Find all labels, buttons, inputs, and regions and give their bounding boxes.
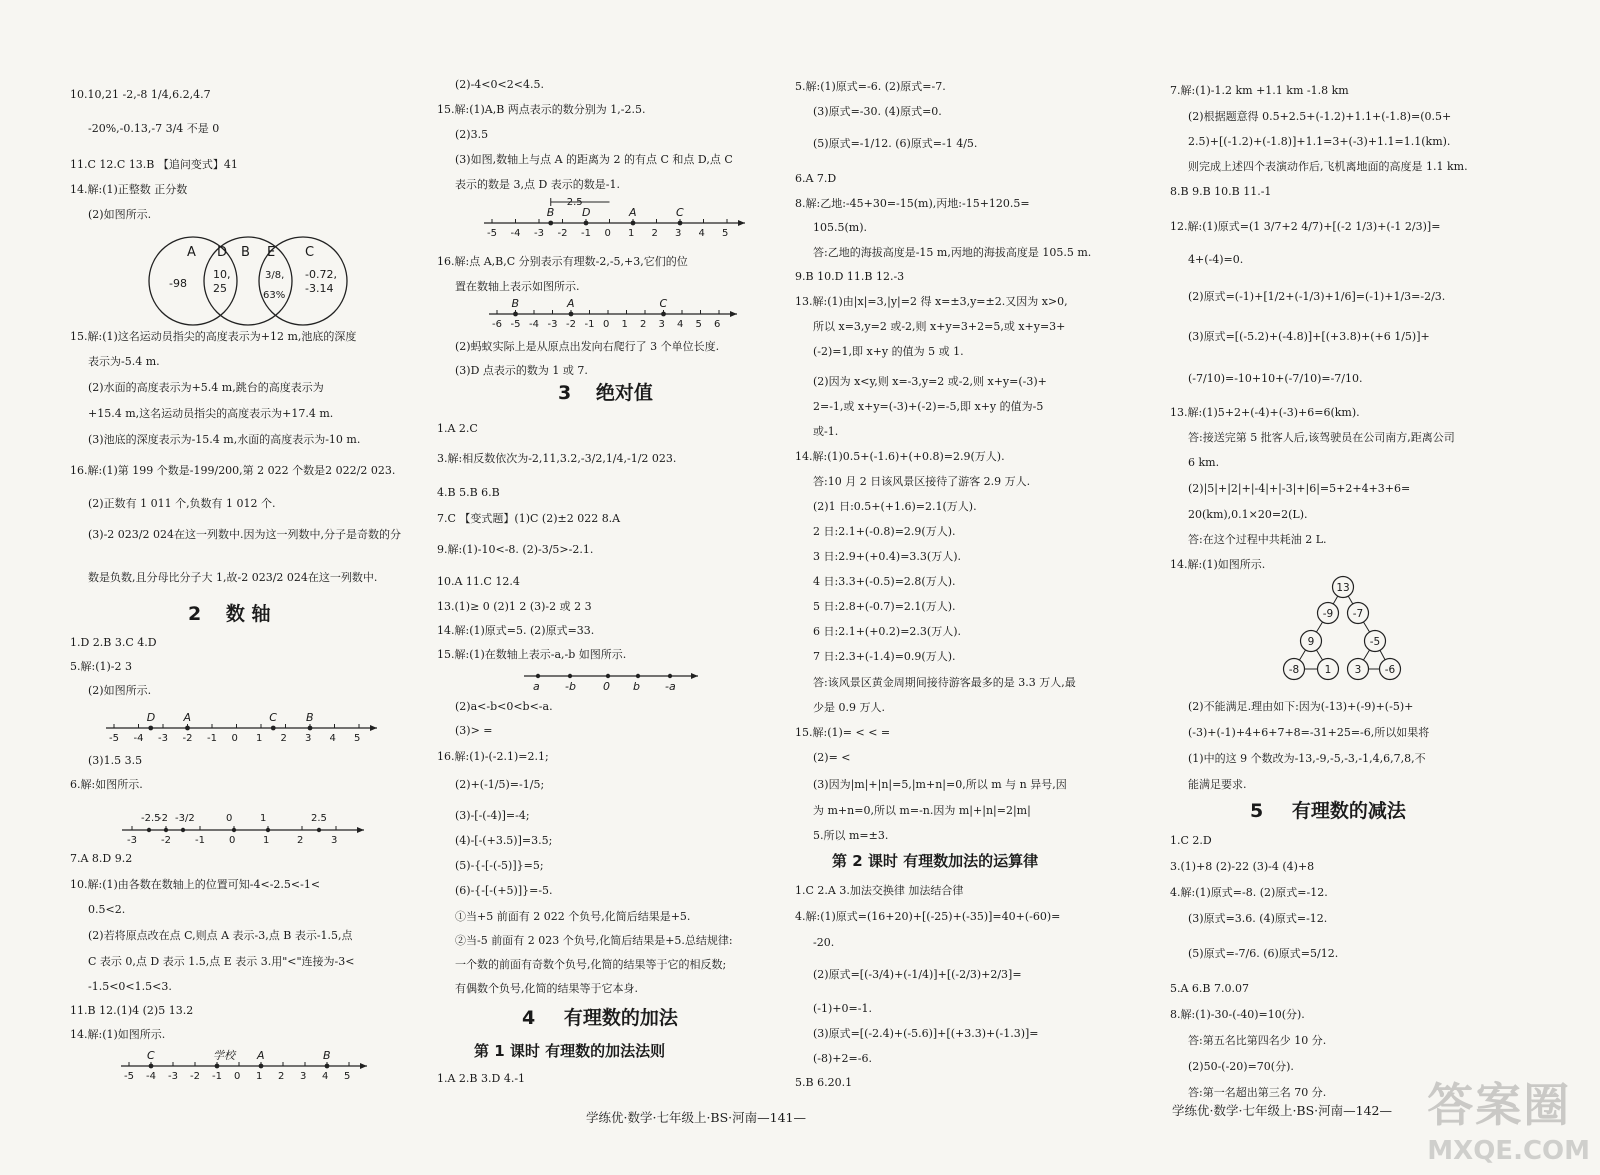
- point-dot: [668, 674, 672, 678]
- tick-label: 6: [714, 319, 721, 330]
- answer-line: 6 km.: [1188, 456, 1220, 469]
- tick-label: -2: [557, 228, 568, 239]
- point-dot: [661, 312, 666, 317]
- tick-label: 2: [278, 1071, 285, 1082]
- answer-line: (2)若将原点改在点 C,则点 A 表示-3,点 B 表示-1.5,点: [88, 929, 353, 942]
- answer-line: 2=-1,或 x+y=(-3)+(-2)=-5,即 x+y 的值为-5: [813, 400, 1044, 413]
- answer-line: 2.5)+[(-1.2)+(-1.8)]+1.1=3+(-3)+1.1=1.1(km).: [1188, 135, 1451, 148]
- point-dot: [149, 1064, 154, 1069]
- tick-label: 2: [651, 228, 658, 239]
- answer-line: (2)3.5: [455, 128, 489, 141]
- answer-line: 6.解:如图所示.: [70, 778, 143, 791]
- tick-label: -4: [146, 1071, 156, 1082]
- watermark: [1427, 1077, 1590, 1167]
- tick-label: -2: [190, 1071, 200, 1082]
- point-label: a: [533, 680, 540, 693]
- venn-label-c: C: [305, 245, 315, 260]
- tick-label: 4: [329, 733, 336, 744]
- tick-label: -4: [510, 228, 521, 239]
- answer-line: 10.解:(1)由各数在数轴上的位置可知-4<-2.5<-1<: [70, 878, 321, 891]
- answer-line: (2)50-(-20)=70(分).: [1188, 1060, 1294, 1073]
- answer-line: 1.A 2.C: [437, 422, 478, 435]
- venn-label-b: B: [241, 245, 250, 260]
- tick-label: 3: [675, 228, 682, 239]
- point-label: 学校: [213, 1049, 235, 1062]
- answer-line: (2)a<-b<0<b<-a.: [455, 700, 553, 713]
- answer-line: (2)根据题意得 0.5+2.5+(-1.2)+1.1+(-1.8)=(0.5+: [1188, 110, 1452, 123]
- answer-line: (-1)+0=-1.: [813, 1002, 872, 1015]
- tick-label: -1: [581, 228, 591, 239]
- number-line-16: [485, 290, 745, 330]
- answer-line: (3)如图,数轴上与点 A 的距离为 2 的有点 C 和点 D,点 C: [455, 153, 733, 166]
- point-dot: [148, 726, 153, 731]
- tick-label: -1: [212, 1071, 222, 1082]
- answer-line: 数是负数,且分母比分子大 1,故-2 023/2 024在这一列数中.: [88, 571, 378, 584]
- venn-c-value-1: -0.72,: [305, 268, 337, 281]
- answer-line: 或-1.: [813, 425, 839, 438]
- answer-line: 答:接送完第 5 批客人后,该驾驶员在公司南方,距离公司: [1188, 431, 1455, 444]
- watermark-text: 答案圈: [1427, 1078, 1572, 1132]
- point-label: -b: [565, 680, 576, 693]
- node-value: 13: [1336, 582, 1350, 594]
- tick-label: 2: [280, 733, 287, 744]
- answer-line: (2)水面的高度表示为+5.4 m,跳台的高度表示为: [88, 381, 324, 394]
- point-label: A: [629, 206, 637, 219]
- answer-line: 0.5<2.: [88, 903, 126, 916]
- tick-label: 5: [695, 319, 702, 330]
- answer-line: -20.: [813, 936, 835, 949]
- answer-line: (2)蚂蚁实际上是从原点出发向右爬行了 3 个单位长度.: [455, 340, 720, 353]
- answer-line: (2)= <: [813, 751, 851, 764]
- point-label: -2: [158, 813, 168, 824]
- tick-label: 0: [603, 319, 610, 330]
- answer-line: 14.解:(1)如图所示.: [1170, 558, 1266, 571]
- answer-line: 15.解:(1)这名运动员指尖的高度表示为+12 m,池底的深度: [70, 330, 357, 343]
- answer-line: 13.(1)≥ 0 (2)1 2 (3)-2 或 2 3: [437, 600, 592, 613]
- tick-label: -2: [566, 319, 576, 330]
- answer-line: 8.解:乙地:-45+30=-15(m),丙地:-15+120.5=: [795, 197, 1030, 210]
- node-value: 1: [1324, 664, 1332, 676]
- tick-label: 1: [256, 733, 263, 744]
- answer-line: (2)原式=[(-3/4)+(-1/4)]+[(-2/3)+2/3]=: [813, 968, 1022, 981]
- answer-line: (2)1 日:0.5+(+1.6)=2.1(万人).: [813, 500, 977, 513]
- answer-line: 表示为-5.4 m.: [88, 355, 160, 368]
- answer-line: ②当-5 前面有 2 023 个负号,化简后结果是+5.总结规律:: [455, 934, 733, 947]
- answer-line: (3)> =: [455, 724, 493, 737]
- answer-line: (2)如图所示.: [88, 208, 152, 221]
- answer-line: 7.解:(1)-1.2 km +1.1 km -1.8 km: [1170, 84, 1349, 97]
- point-label: B: [306, 711, 314, 724]
- watermark-url: MXQE.COM: [1427, 1135, 1590, 1166]
- node-value: -9: [1322, 608, 1334, 620]
- answer-line: 能满足要求.: [1188, 778, 1247, 791]
- answer-line: (4)-[-(+3.5)]=3.5;: [455, 834, 553, 847]
- answer-line: 2 日:2.1+(-0.8)=2.9(万人).: [813, 525, 956, 538]
- answer-line: 14.解:(1)0.5+(-1.6)+(+0.8)=2.9(万人).: [795, 450, 1005, 463]
- answer-line: (2)原式=(-1)+[1/2+(-1/3)+1/6]=(-1)+1/3=-2/3.: [1188, 290, 1446, 303]
- answer-line: 15.解:(1)A,B 两点表示的数分别为 1,-2.5.: [437, 103, 646, 116]
- tick-label: 0: [604, 228, 611, 239]
- point-label: C: [659, 297, 668, 310]
- node-value: -8: [1288, 664, 1300, 676]
- point-label: A: [567, 297, 575, 310]
- answer-line: 4.B 5.B 6.B: [437, 486, 500, 499]
- answer-line: 有偶数个负号,化简的结果等于它本身.: [455, 982, 638, 995]
- answer-line: -20%,-0.13,-7 3/4 不是 0: [88, 122, 220, 135]
- section-2-heading: [188, 603, 270, 627]
- axis-arrow: [738, 220, 745, 226]
- answer-line: 10.A 11.C 12.4: [437, 575, 520, 588]
- answer-line: (5)-{-[-(-5)]}=5;: [455, 859, 544, 872]
- answer-line: (3)D 点表示的数为 1 或 7.: [455, 364, 588, 377]
- answer-line: (5)原式=-7/6. (6)原式=5/12.: [1188, 947, 1339, 960]
- point-dot: [631, 221, 636, 226]
- answer-line: 8.解:(1)-30-(-40)=10(分).: [1170, 1008, 1305, 1021]
- answer-line: 9.解:(1)-10<-8. (2)-3/5>-2.1.: [437, 543, 594, 556]
- number-line-15b: [520, 664, 710, 696]
- point-dot: [606, 674, 610, 678]
- point-dot: [266, 828, 270, 832]
- tick-label: 4: [698, 228, 705, 239]
- tick-label: -4: [133, 733, 144, 744]
- answer-line: (2)|5|+|2|+|-4|+|-3|+|6|=5+2+4+3+6=: [1188, 482, 1411, 495]
- point-dot: [584, 221, 589, 226]
- node-value: 9: [1307, 636, 1315, 648]
- answer-line: 14.解:(1)如图所示.: [70, 1028, 166, 1041]
- point-dot: [215, 1064, 220, 1069]
- node-value: -5: [1369, 636, 1381, 648]
- dimension-label: 2.5: [566, 197, 583, 208]
- answer-line: 3.解:相反数依次为-2,11,3.2,-3/2,1/4,-1/2 023.: [437, 452, 677, 465]
- footer-right: 学练优·数学·七年级上·BS·河南—142—: [1172, 1103, 1393, 1118]
- tick-label: 0: [234, 1071, 241, 1082]
- venn-label-e: E: [267, 245, 276, 260]
- answer-line: 20(km),0.1×20=2(L).: [1188, 508, 1308, 521]
- point-label: D: [582, 206, 591, 219]
- answer-line: (-2)=1,即 x+y 的值为 5 或 1.: [813, 345, 964, 358]
- point-dot: [569, 312, 574, 317]
- answer-line: (2)如图所示.: [88, 684, 152, 697]
- answer-line: 15.解:(1)在数轴上表示-a,-b 如图所示.: [437, 648, 627, 661]
- axis-arrow: [360, 1063, 367, 1069]
- tick-label: -3: [158, 733, 168, 744]
- number-line-5: [100, 706, 390, 746]
- point-label: 0: [603, 680, 610, 693]
- answer-line: 9.B 10.D 11.B 12.-3: [795, 270, 905, 283]
- answer-line: 答:第一名超出第三名 70 分.: [1188, 1086, 1327, 1099]
- answer-line: 答:乙地的海拔高度是-15 m,丙地的海拔高度是 105.5 m.: [813, 246, 1092, 259]
- tick-label: 1: [628, 228, 635, 239]
- point-label: -a: [665, 680, 676, 693]
- answer-line: (3)因为|m|+|n|=5,|m+n|=0,所以 m 与 n 异号,因: [813, 778, 1067, 791]
- answer-line: (3)-[-(-4)]=-4;: [455, 809, 530, 822]
- answer-line: 1.A 2.B 3.D 4.-1: [437, 1072, 526, 1085]
- tick-label: 3: [305, 733, 312, 744]
- tick-label: -5: [487, 228, 497, 239]
- answer-line: 4 日:3.3+(-0.5)=2.8(万人).: [813, 575, 956, 588]
- answer-line: 14.解:(1)正整数 正分数: [70, 183, 188, 196]
- answer-line: (2)-4<0<2<4.5.: [455, 78, 544, 91]
- section-title: 有理数的减法: [1291, 800, 1406, 822]
- answer-line: (-3)+(-1)+4+6+7+8=-31+25=-6,所以如果将: [1188, 726, 1430, 739]
- tick-label: -1: [195, 835, 205, 846]
- answer-line: 6.A 7.D: [795, 172, 837, 185]
- tick-label: 5: [722, 228, 729, 239]
- answer-line: -1.5<0<1.5<3.: [88, 980, 172, 993]
- lesson-2-heading: 第 2 课时 有理数加法的运算律: [832, 852, 1039, 870]
- venn-label-a: A: [187, 245, 196, 260]
- section-number: 3: [558, 382, 572, 404]
- answer-line: (3)原式=[(-2.4)+(-5.6)]+[(+3.3)+(-1.3)]=: [813, 1027, 1039, 1040]
- answer-line: (3)1.5 3.5: [88, 754, 143, 767]
- venn-c-value-2: -3.14: [305, 282, 334, 295]
- point-dot: [536, 674, 540, 678]
- answer-line: 3.(1)+8 (2)-22 (3)-4 (4)+8: [1170, 860, 1315, 873]
- point-dot: [271, 726, 276, 731]
- tick-label: 1: [621, 319, 628, 330]
- point-label: B: [511, 297, 520, 310]
- tick-label: -3: [168, 1071, 178, 1082]
- answer-line: (2)不能满足.理由如下:因为(-13)+(-9)+(-5)+: [1188, 700, 1414, 713]
- number-line-15: [480, 195, 750, 240]
- point-dot: [259, 1064, 264, 1069]
- point-dot: [548, 221, 553, 226]
- tick-label: -2: [182, 733, 193, 744]
- answer-line: 5.解:(1)-2 3: [70, 660, 132, 673]
- section-5-heading: [1250, 800, 1406, 824]
- answer-line: 11.C 12.C 13.B 【追问变式】41: [70, 158, 238, 171]
- answer-line: C 表示 0,点 D 表示 1.5,点 E 表示 3.用"<"连接为-3<: [88, 955, 355, 968]
- answer-line: 1.C 2.A 3.加法交换律 加法结合律: [795, 884, 964, 897]
- tick-label: 1: [263, 835, 270, 846]
- tick-label: -4: [529, 319, 539, 330]
- answer-line: 16.解:(1)-(-2.1)=2.1;: [437, 750, 549, 763]
- answer-line: 4+(-4)=0.: [1188, 253, 1244, 266]
- tick-label: 5: [344, 1071, 351, 1082]
- answer-line: (3)原式=-30. (4)原式=0.: [813, 105, 942, 118]
- answer-line: (3)-2 023/2 024在这一列数中.因为这一列数中,分子是奇数的分: [88, 528, 401, 541]
- section-number: 4: [522, 1007, 536, 1029]
- tick-label: -1: [584, 319, 595, 330]
- point-label: B: [323, 1049, 331, 1062]
- tick-label: 3: [658, 319, 665, 330]
- answer-line: 13.解:(1)5+2+(-4)+(-3)+6=6(km).: [1170, 406, 1360, 419]
- venn-e-value-1: 3/8,: [265, 270, 285, 281]
- point-label: B: [546, 206, 555, 219]
- answer-line: 3 日:2.9+(+0.4)=3.3(万人).: [813, 550, 961, 563]
- tick-label: -1: [207, 733, 217, 744]
- axis-arrow: [370, 725, 377, 731]
- answer-line: 为 m+n=0,所以 m=-n.因为 m|+|n|=2|m|: [813, 804, 1031, 817]
- axis-arrow: [691, 673, 698, 679]
- answer-line: (-7/10)=-10+10+(-7/10)=-7/10.: [1188, 372, 1363, 385]
- answer-line: (3)原式=3.6. (4)原式=-12.: [1188, 912, 1328, 925]
- point-label: A: [183, 711, 192, 724]
- answer-line: 15.解:(1)= < < =: [795, 726, 891, 739]
- tick-label: 4: [322, 1071, 329, 1082]
- point-dot: [147, 828, 151, 832]
- node-value: 3: [1354, 664, 1362, 676]
- axis-arrow: [357, 827, 364, 833]
- answer-line: 6 日:2.1+(+0.2)=2.3(万人).: [813, 625, 961, 638]
- answer-line: 答:10 月 2 日该风景区接待了游客 2.9 万人.: [813, 475, 1031, 488]
- section-4-heading: [522, 1007, 678, 1031]
- answer-line: 一个数的前面有奇数个负号,化简的结果等于它的相反数;: [455, 958, 727, 971]
- tick-label: 0: [229, 835, 236, 846]
- number-line-14: [115, 1046, 375, 1086]
- tick-label: -3: [127, 835, 137, 846]
- point-dot: [678, 221, 683, 226]
- venn-label-d: D: [217, 245, 228, 260]
- answer-line: (2)正数有 1 011 个,负数有 1 012 个.: [88, 497, 276, 510]
- answer-line: +15.4 m,这名运动员指尖的高度表示为+17.4 m.: [88, 407, 334, 420]
- tick-label: -5: [109, 733, 119, 744]
- section-number: 5: [1250, 800, 1264, 822]
- tick-label: 4: [677, 319, 684, 330]
- answer-line: 5.B 6.20.1: [795, 1076, 853, 1089]
- tick-label: 3: [331, 835, 338, 846]
- answer-line: 5.A 6.B 7.0.07: [1170, 982, 1249, 995]
- answer-line: 16.解:(1)第 199 个数是-199/200,第 2 022 个数是2 022/2 023.: [70, 464, 396, 477]
- answer-line: 5.解:(1)原式=-6. (2)原式=-7.: [795, 80, 946, 93]
- point-dot: [232, 828, 236, 832]
- point-label: b: [633, 680, 640, 693]
- tick-label: 5: [354, 733, 361, 744]
- answer-line: 表示的数是 3,点 D 表示的数是-1.: [455, 178, 621, 191]
- answer-line: 置在数轴上表示如图所示.: [455, 280, 580, 293]
- answer-line: (2)因为 x<y,则 x=-3,y=2 或-2,则 x+y=(-3)+: [813, 375, 1047, 388]
- tick-label: 3: [300, 1071, 307, 1082]
- answer-line: 5.所以 m=±3.: [813, 829, 889, 842]
- venn-d-value-2: 25: [213, 282, 227, 295]
- answer-line: 7.C 【变式题】(1)C (2)±2 022 8.A: [437, 512, 621, 525]
- section-title: 数 轴: [225, 603, 271, 625]
- lesson-1-heading: 第 1 课时 有理数的加法法则: [474, 1042, 666, 1060]
- venn-e-value-2: 63%: [263, 290, 286, 301]
- answer-line: (1)中的这 9 个数改为-13,-9,-5,-3,-1,4,6,7,8,不: [1188, 752, 1426, 765]
- triangle-circle-diagram: [1278, 575, 1408, 690]
- point-dot: [325, 1064, 330, 1069]
- tick-label: -5: [510, 319, 521, 330]
- answer-line: 答:在这个过程中共耗油 2 L.: [1188, 533, 1327, 546]
- point-dot: [513, 312, 518, 317]
- axis-arrow: [730, 311, 737, 317]
- venn-a-value: -98: [169, 277, 187, 290]
- answer-line: 7.A 8.D 9.2: [70, 852, 133, 865]
- answer-line: 5 日:2.8+(-0.7)=2.1(万人).: [813, 600, 956, 613]
- number-line-6: [110, 798, 380, 848]
- section-title: 有理数的加法: [563, 1007, 678, 1029]
- point-label: C: [269, 711, 277, 724]
- point-dot: [181, 828, 185, 832]
- answer-line: 7 日:2.3+(-1.4)=0.9(万人).: [813, 650, 956, 663]
- node-value: -7: [1352, 608, 1364, 620]
- tick-label: 2: [640, 319, 647, 330]
- answer-line: (3)池底的深度表示为-15.4 m,水面的高度表示为-10 m.: [88, 433, 361, 446]
- answer-line: 所以 x=3,y=2 或-2,则 x+y=3+2=5,或 x+y=3+: [813, 320, 1066, 333]
- section-title: 绝对值: [595, 382, 653, 404]
- point-dot: [568, 674, 572, 678]
- tick-label: -6: [492, 319, 502, 330]
- footer-left: 学练优·数学·七年级上·BS·河南—141—: [586, 1110, 807, 1125]
- point-label: D: [146, 711, 156, 724]
- answer-line: (5)原式=-1/12. (6)原式=-1 4/5.: [813, 137, 978, 150]
- point-label: C: [147, 1049, 155, 1062]
- answer-line: 16.解:点 A,B,C 分别表示有理数-2,-5,+3,它们的位: [437, 255, 688, 268]
- point-label: 0: [226, 813, 233, 824]
- point-dot: [185, 726, 190, 731]
- answer-line: 则完成上述四个表演动作后,飞机离地面的高度是 1.1 km.: [1188, 160, 1468, 173]
- tick-label: 1: [256, 1071, 263, 1082]
- answer-line: (6)-{-[-(+5)]}=-5.: [455, 884, 553, 897]
- point-label: -3/2: [175, 813, 195, 824]
- point-label: 1: [260, 813, 267, 824]
- tick-label: -3: [534, 228, 544, 239]
- answer-line: 105.5(m).: [813, 221, 868, 234]
- answer-line: 答:该风景区黄金周期间接待游客最多的是 3.3 万人,最: [813, 676, 1076, 689]
- answer-line: 4.解:(1)原式=-8. (2)原式=-12.: [1170, 886, 1328, 899]
- answer-line: 8.B 9.B 10.B 11.-1: [1170, 185, 1272, 198]
- section-number: 2: [188, 603, 202, 625]
- answer-line: 1.D 2.B 3.C 4.D: [70, 636, 157, 649]
- point-dot: [636, 674, 640, 678]
- answer-line: (3)原式=[(-5.2)+(-4.8)]+[(+3.8)+(+6 1/5)]+: [1188, 330, 1430, 343]
- node-value: -6: [1384, 664, 1396, 676]
- answer-line: (2)+(-1/5)=-1/5;: [455, 778, 545, 791]
- tick-label: -2: [161, 835, 171, 846]
- venn-d-value-1: 10,: [213, 268, 231, 281]
- answer-line: 14.解:(1)原式=5. (2)原式=33.: [437, 624, 595, 637]
- answer-line: 13.解:(1)由|x|=3,|y|=2 得 x=±3,y=±2.又因为 x>0,: [795, 295, 1068, 308]
- tick-label: -3: [547, 319, 558, 330]
- answer-line: 1.C 2.D: [1170, 834, 1212, 847]
- point-label: -2.5: [141, 813, 161, 824]
- answer-line: 10.10,21 -2,-8 1/4,6.2,4.7: [70, 88, 211, 101]
- tick-label: -5: [124, 1071, 134, 1082]
- answer-line: 少是 0.9 万人.: [813, 701, 885, 714]
- point-label: 2.5: [311, 813, 327, 824]
- point-dot: [308, 726, 313, 731]
- section-3-heading: [558, 382, 653, 406]
- venn-diagram: [145, 234, 355, 329]
- point-label: A: [257, 1049, 265, 1062]
- answer-line: (-8)+2=-6.: [813, 1052, 872, 1065]
- tick-label: 0: [231, 733, 238, 744]
- answer-line: 11.B 12.(1)4 (2)5 13.2: [70, 1004, 194, 1017]
- answer-line: 12.解:(1)原式=(1 3/7+2 4/7)+[(-2 1/3)+(-1 2/3)]=: [1170, 220, 1441, 233]
- answer-line: 4.解:(1)原式=(16+20)+[(-25)+(-35)]=40+(-60)=: [795, 910, 1061, 923]
- point-label: C: [676, 206, 684, 219]
- point-dot: [164, 828, 168, 832]
- answer-line: 答:第五名比第四名少 10 分.: [1188, 1034, 1327, 1047]
- answer-line: ①当+5 前面有 2 022 个负号,化简后结果是+5.: [455, 910, 691, 923]
- tick-label: 2: [297, 835, 304, 846]
- point-dot: [317, 828, 321, 832]
